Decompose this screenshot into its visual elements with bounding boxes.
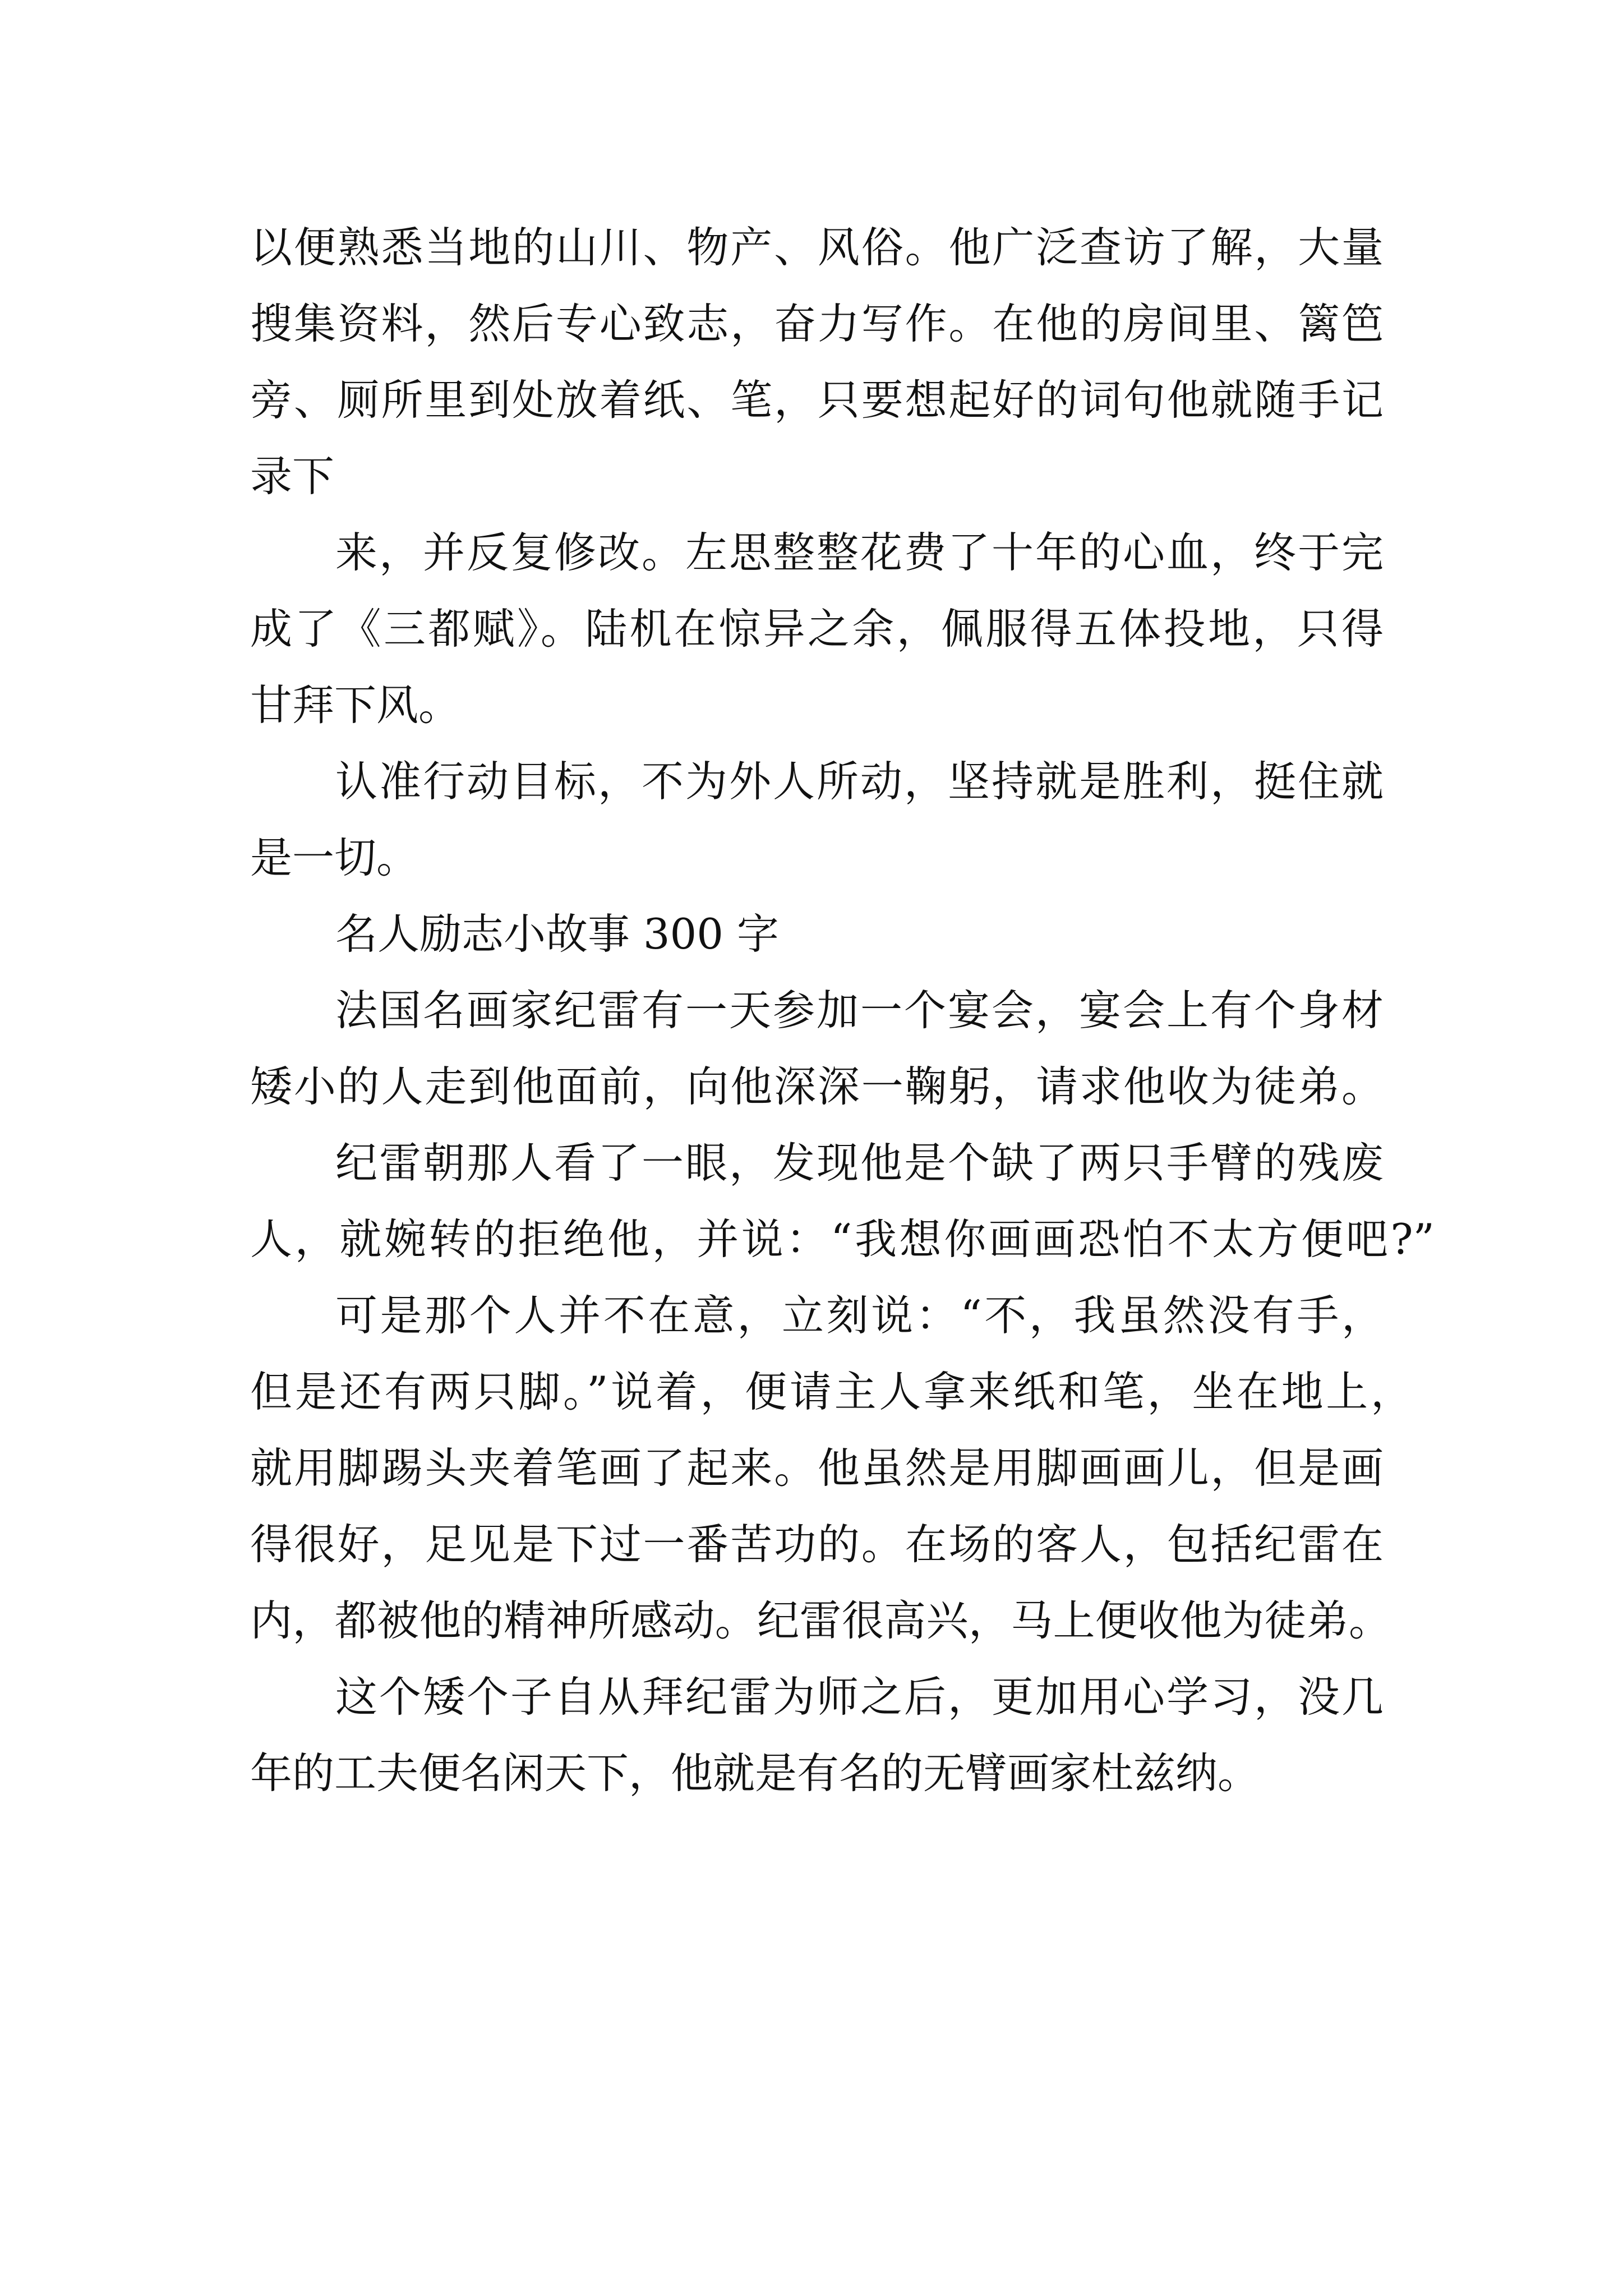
text-line: 可是那个人并不在意，立刻说：“不，我虽然没有手， bbox=[335, 1291, 1384, 1340]
text-line: 旁、厕所里到处放着纸、笔，只要想起好的词句他就随手记 bbox=[250, 375, 1384, 425]
text-line: 来，并反复修改。左思整整花费了十年的心血，终于完 bbox=[335, 528, 1384, 577]
text-line: 内，都被他的精神所感动。纪雷很高兴，马上便收他为徒弟。 bbox=[250, 1596, 1391, 1645]
text-line: 法国名画家纪雷有一天参加一个宴会，宴会上有个身材 bbox=[335, 986, 1384, 1035]
text-line: 以便熟悉当地的山川、物产、风俗。他广泛查访了解，大量 bbox=[250, 223, 1384, 272]
document-page bbox=[250, 209, 1435, 1811]
text-line: 年的工夫便名闲天下，他就是有名的无臂画家杜兹纳。 bbox=[250, 1749, 1260, 1798]
text-line: 就用脚踢头夹着笔画了起来。他虽然是用脚画画儿，但是画 bbox=[250, 1443, 1384, 1493]
section-title bbox=[250, 896, 1384, 972]
text-line: 人，就婉转的拒绝他，并说：“我想你画画恐怕不太方便吧?” bbox=[250, 1214, 1435, 1264]
text-line: 录下 bbox=[250, 452, 335, 501]
text-line: 矮小的人走到他面前，向他深深一鞠躬，请求他收为徒弟。 bbox=[250, 1062, 1384, 1111]
paragraph bbox=[250, 209, 1384, 514]
text-line: 这个矮个子自从拜纪雷为师之后，更加用心学习，没几 bbox=[335, 1672, 1384, 1722]
text-line: 甘拜下风。 bbox=[250, 680, 461, 730]
text-line: 但是还有两只脚。”说着，便请主人拿来纸和笔，坐在地上， bbox=[250, 1367, 1413, 1416]
text-line: 纪雷朝那人看了一眼，发现他是个缺了两只手臂的残废 bbox=[335, 1138, 1384, 1188]
section-title-text: 名人励志小故事 300 字 bbox=[335, 909, 779, 959]
paragraph bbox=[250, 1659, 1384, 1811]
text-line: 得很好，足见是下过一番苦功的。在场的客人，包括纪雷在 bbox=[250, 1520, 1384, 1569]
text-line: 认准行动目标，不为外人所动，坚持就是胜利，挺住就 bbox=[335, 757, 1384, 806]
text-line: 是一切。 bbox=[250, 833, 419, 882]
paragraph bbox=[250, 1125, 1435, 1277]
text-line: 成了《三都赋》。陆机在惊异之余，佩服得五体投地，只得 bbox=[250, 604, 1384, 654]
text-line: 搜集资料，然后专心致志，奋力写作。在他的房间里、篱笆 bbox=[250, 299, 1384, 348]
paragraph bbox=[250, 743, 1384, 896]
paragraph bbox=[250, 972, 1384, 1125]
paragraph bbox=[250, 514, 1384, 743]
paragraph bbox=[250, 1277, 1413, 1659]
